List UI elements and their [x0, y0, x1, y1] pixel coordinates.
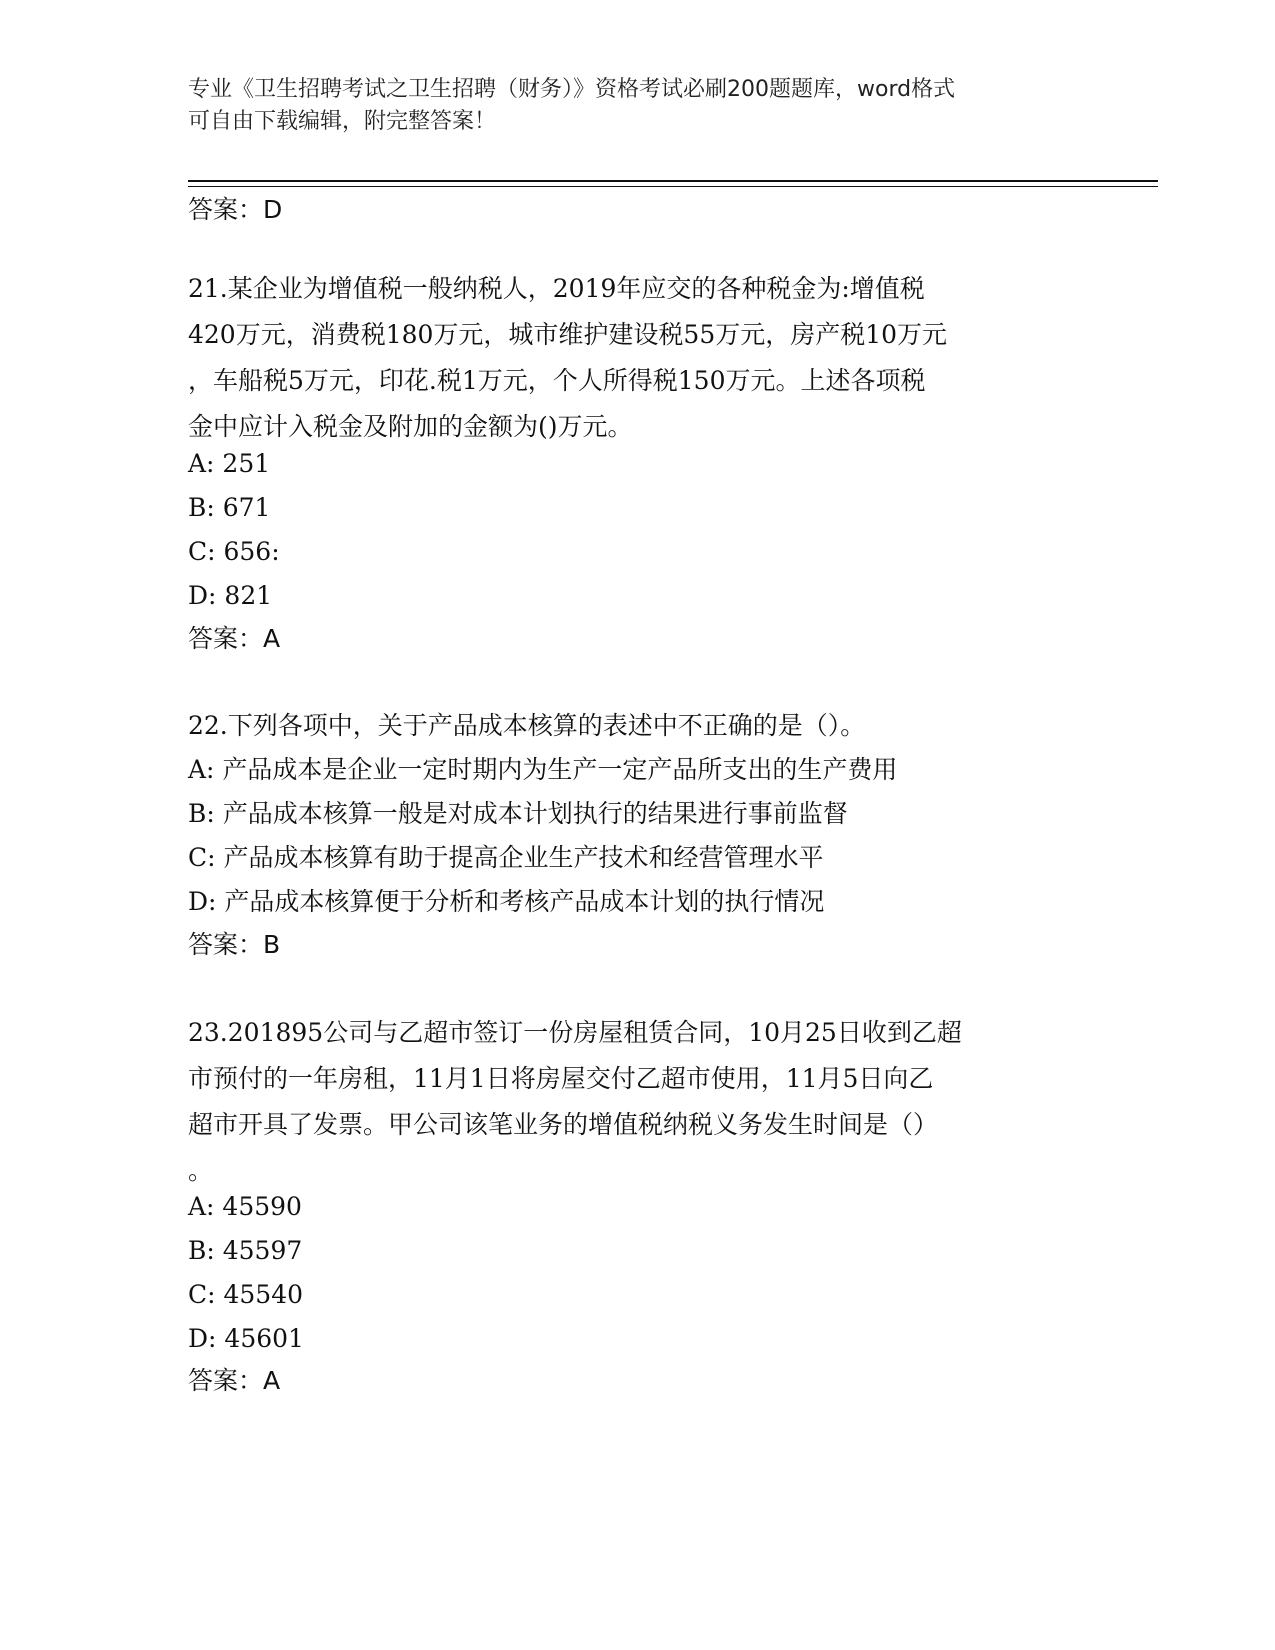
question-23-option-c: C: 45540 [188, 1280, 304, 1309]
question-21-option-d: D: 821 [188, 581, 273, 610]
question-21-option-b: B: 671 [188, 493, 271, 522]
header-line-2: 可自由下载编辑，附完整答案！ [188, 109, 497, 134]
header-divider-thin [188, 186, 1158, 187]
question-23-option-a: A: 45590 [188, 1192, 302, 1221]
question-22-option-b: B: 产品成本核算一般是对成本计划执行的结果进行事前监督 [188, 799, 848, 828]
question-line: 市预付的一年房租，11月1日将房屋交付乙超市使用，11月5日向乙 [188, 1064, 934, 1093]
question-23-option-d: D: 45601 [188, 1324, 304, 1353]
question-line: 22.下列各项中，关于产品成本核算的表述中不正确的是（）。 [188, 711, 866, 740]
header-line-1: 专业《卫生招聘考试之卫生招聘（财务）》资格考试必刷200题题库，word格式 [188, 77, 956, 102]
question-22-answer: 答案：B [188, 930, 281, 959]
question-line: 超市开具了发票。甲公司该笔业务的增值税纳税义务发生时间是（） [188, 1110, 939, 1139]
question-line: 。 [188, 1156, 214, 1185]
question-21-text [188, 266, 947, 450]
previous-answer: 答案：D [188, 195, 283, 224]
question-line: ，车船税5万元，印花.税1万元，个人所得税150万元。上述各项税 [188, 366, 926, 395]
question-21-option-a: A: 251 [188, 449, 271, 478]
document-header [188, 74, 1088, 138]
question-23-answer: 答案：A [188, 1366, 281, 1395]
question-21-answer: 答案：A [188, 624, 281, 653]
question-22-option-d: D: 产品成本核算便于分析和考核产品成本计划的执行情况 [188, 887, 825, 916]
question-21-option-c: C: 656: [188, 537, 280, 566]
question-line: 23.201895公司与乙超市签订一份房屋租赁合同，10月25日收到乙超 [188, 1018, 962, 1047]
question-23-text [188, 1010, 962, 1194]
question-line: 金中应计入税金及附加的金额为()万元。 [188, 412, 633, 441]
question-22-option-a: A: 产品成本是企业一定时期内为生产一定产品所支出的生产费用 [188, 755, 898, 784]
question-22-text [188, 703, 865, 749]
question-23-option-b: B: 45597 [188, 1236, 303, 1265]
header-divider-thick [188, 180, 1158, 182]
question-line: 21.某企业为增值税一般纳税人，2019年应交的各种税金为:增值税 [188, 274, 925, 303]
question-22-option-c: C: 产品成本核算有助于提高企业生产技术和经营管理水平 [188, 843, 824, 872]
question-line: 420万元，消费税180万元，城市维护建设税55万元，房产税10万元 [188, 320, 948, 349]
